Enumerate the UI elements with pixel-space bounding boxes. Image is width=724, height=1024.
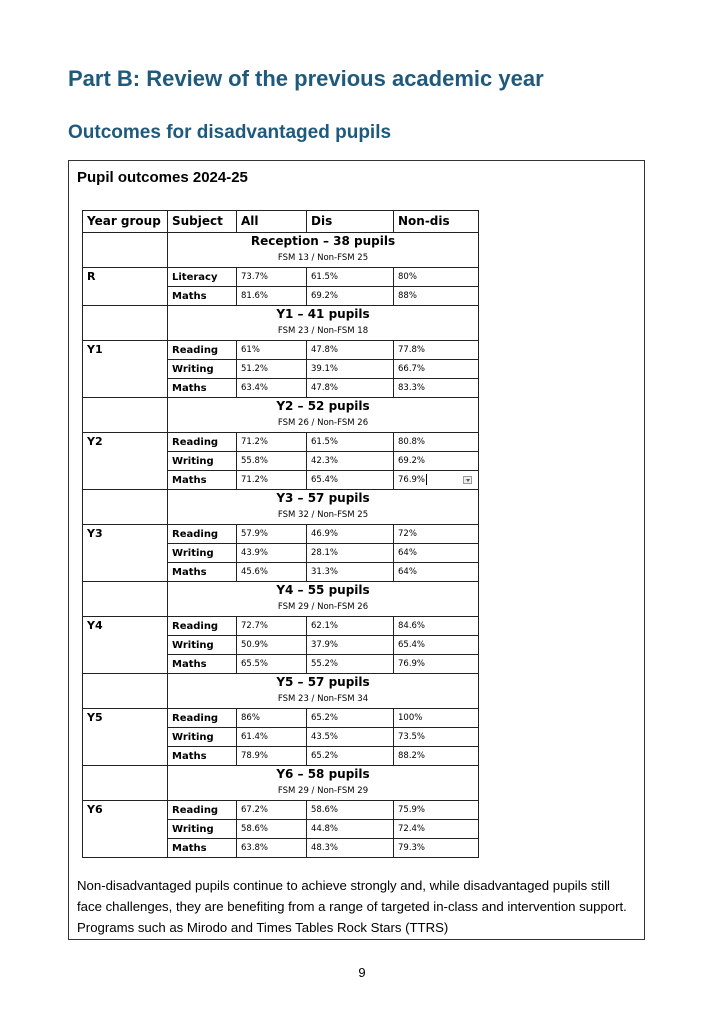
year-group-cell: Y6	[83, 801, 168, 858]
outcomes-table	[82, 210, 479, 858]
cohort-title: Y2 – 52 pupils	[276, 399, 370, 413]
subject-cell: Reading	[168, 341, 237, 360]
header-all: All	[237, 211, 307, 233]
cohort-fsm: FSM 23 / Non-FSM 18	[277, 326, 369, 336]
all-cell: 57.9%	[237, 525, 307, 544]
subject-cell: Reading	[168, 801, 237, 820]
non-dis-cell: 80.8%	[394, 433, 479, 452]
cohort-title: Y3 – 57 pupils	[276, 491, 370, 505]
subject-cell: Maths	[168, 747, 237, 766]
cohort-cell	[168, 233, 479, 268]
non-dis-cell: 66.7%	[394, 360, 479, 379]
cohort-row	[83, 306, 479, 341]
text-cursor	[426, 474, 427, 485]
year-group-cell: Y5	[83, 709, 168, 766]
year-group-cell: Y1	[83, 341, 168, 398]
box-title: Pupil outcomes 2024-25	[77, 169, 248, 186]
subject-cell: Writing	[168, 820, 237, 839]
non-dis-cell: 88%	[394, 287, 479, 306]
all-cell: 61.4%	[237, 728, 307, 747]
cohort-fsm: FSM 32 / Non-FSM 25	[277, 510, 369, 520]
all-cell: 72.7%	[237, 617, 307, 636]
non-dis-cell: 72%	[394, 525, 479, 544]
cohort-row	[83, 233, 479, 268]
subject-cell: Literacy	[168, 268, 237, 287]
all-cell: 51.2%	[237, 360, 307, 379]
cohort-cell	[168, 490, 479, 525]
cohort-cell	[168, 306, 479, 341]
non-dis-cell: 80%	[394, 268, 479, 287]
all-cell: 61%	[237, 341, 307, 360]
cohort-fsm: FSM 29 / Non-FSM 29	[277, 786, 369, 796]
non-dis-cell: 84.6%	[394, 617, 479, 636]
non-dis-cell: 83.3%	[394, 379, 479, 398]
subject-cell: Reading	[168, 617, 237, 636]
all-cell: 58.6%	[237, 820, 307, 839]
all-cell: 78.9%	[237, 747, 307, 766]
subject-cell: Writing	[168, 452, 237, 471]
all-cell: 43.9%	[237, 544, 307, 563]
all-cell: 86%	[237, 709, 307, 728]
dis-cell: 28.1%	[307, 544, 394, 563]
dis-cell: 69.2%	[307, 287, 394, 306]
section-subheading: Outcomes for disadvantaged pupils	[68, 122, 392, 143]
dis-cell: 44.8%	[307, 820, 394, 839]
cohort-cell	[168, 398, 479, 433]
dis-cell: 55.2%	[307, 655, 394, 674]
summary-paragraph: Non-disadvantaged pupils continue to achieve strongly and, while disadvantaged pupils still face challenges, they are benefiting from a range of targeted in-class and intervention support. Programs such as Mirodo and Times Tables Rock Stars (TTRS)	[77, 878, 627, 935]
cohort-fsm: FSM 29 / Non-FSM 26	[277, 602, 369, 612]
subject-cell: Writing	[168, 636, 237, 655]
dis-cell: 43.5%	[307, 728, 394, 747]
all-cell: 55.8%	[237, 452, 307, 471]
non-dis-cell: 64%	[394, 544, 479, 563]
dis-cell: 65.2%	[307, 747, 394, 766]
dis-cell: 31.3%	[307, 563, 394, 582]
year-group-cell: Y2	[83, 433, 168, 490]
subject-cell: Reading	[168, 709, 237, 728]
non-dis-cell[interactable]	[394, 471, 479, 490]
subject-cell: Reading	[168, 525, 237, 544]
dis-cell: 61.5%	[307, 268, 394, 287]
table-row	[83, 709, 479, 728]
table-row	[83, 801, 479, 820]
dis-cell: 48.3%	[307, 839, 394, 858]
non-dis-cell: 79.3%	[394, 839, 479, 858]
subject-cell: Maths	[168, 655, 237, 674]
outcomes-box	[68, 160, 645, 940]
non-dis-cell: 77.8%	[394, 341, 479, 360]
subject-cell: Maths	[168, 287, 237, 306]
cohort-title: Y5 – 57 pupils	[276, 675, 370, 689]
non-dis-cell: 76.9%	[394, 655, 479, 674]
dropdown-arrow-icon[interactable]	[463, 476, 472, 484]
page-heading: Part B: Review of the previous academic year	[68, 66, 544, 91]
dis-cell: 61.5%	[307, 433, 394, 452]
year-group-cell: Y3	[83, 525, 168, 582]
dis-cell: 37.9%	[307, 636, 394, 655]
table-header-row	[83, 211, 479, 233]
cohort-row	[83, 674, 479, 709]
non-dis-cell: 65.4%	[394, 636, 479, 655]
header-non-dis: Non-dis	[394, 211, 479, 233]
table-row	[83, 617, 479, 636]
cohort-title: Reception – 38 pupils	[250, 234, 396, 248]
cohort-cell	[168, 582, 479, 617]
table-row	[83, 341, 479, 360]
cohort-row	[83, 766, 479, 801]
header-subject: Subject	[168, 211, 237, 233]
subject-cell: Writing	[168, 544, 237, 563]
page-number: 9	[358, 965, 366, 980]
subject-cell: Writing	[168, 360, 237, 379]
non-dis-cell: 75.9%	[394, 801, 479, 820]
dis-cell: 65.2%	[307, 709, 394, 728]
dis-cell: 47.8%	[307, 379, 394, 398]
subject-cell: Maths	[168, 839, 237, 858]
all-cell: 71.2%	[237, 471, 307, 490]
non-dis-cell: 88.2%	[394, 747, 479, 766]
subject-cell: Reading	[168, 433, 237, 452]
cohort-fsm: FSM 26 / Non-FSM 26	[277, 418, 369, 428]
non-dis-cell: 69.2%	[394, 452, 479, 471]
cohort-title: Y6 – 58 pupils	[276, 767, 370, 781]
cohort-row	[83, 582, 479, 617]
all-cell: 63.4%	[237, 379, 307, 398]
subject-cell: Maths	[168, 563, 237, 582]
dis-cell: 58.6%	[307, 801, 394, 820]
dis-cell: 65.4%	[307, 471, 394, 490]
subject-cell: Writing	[168, 728, 237, 747]
all-cell: 73.7%	[237, 268, 307, 287]
non-dis-cell: 100%	[394, 709, 479, 728]
all-cell: 65.5%	[237, 655, 307, 674]
all-cell: 50.9%	[237, 636, 307, 655]
dis-cell: 47.8%	[307, 341, 394, 360]
cohort-fsm: FSM 13 / Non-FSM 25	[277, 253, 369, 263]
dis-cell: 42.3%	[307, 452, 394, 471]
year-group-cell: Y4	[83, 617, 168, 674]
all-cell: 63.8%	[237, 839, 307, 858]
all-cell: 71.2%	[237, 433, 307, 452]
year-group-cell: R	[83, 268, 168, 306]
cohort-cell	[168, 674, 479, 709]
subject-cell: Maths	[168, 471, 237, 490]
cohort-fsm: FSM 23 / Non-FSM 34	[277, 694, 369, 704]
dis-cell: 39.1%	[307, 360, 394, 379]
non-dis-cell: 72.4%	[394, 820, 479, 839]
all-cell: 81.6%	[237, 287, 307, 306]
table-row	[83, 433, 479, 452]
cohort-title: Y1 – 41 pupils	[276, 307, 370, 321]
dis-cell: 46.9%	[307, 525, 394, 544]
table-row	[83, 525, 479, 544]
all-cell: 45.6%	[237, 563, 307, 582]
all-cell: 67.2%	[237, 801, 307, 820]
header-dis: Dis	[307, 211, 394, 233]
cohort-row	[83, 490, 479, 525]
cohort-cell	[168, 766, 479, 801]
header-year-group: Year group	[83, 211, 168, 233]
dis-cell: 62.1%	[307, 617, 394, 636]
cohort-title: Y4 – 55 pupils	[276, 583, 370, 597]
subject-cell: Maths	[168, 379, 237, 398]
non-dis-cell: 64%	[394, 563, 479, 582]
cohort-row	[83, 398, 479, 433]
non-dis-cell: 73.5%	[394, 728, 479, 747]
table-row	[83, 268, 479, 287]
non-dis-value: 76.9%	[398, 474, 426, 485]
